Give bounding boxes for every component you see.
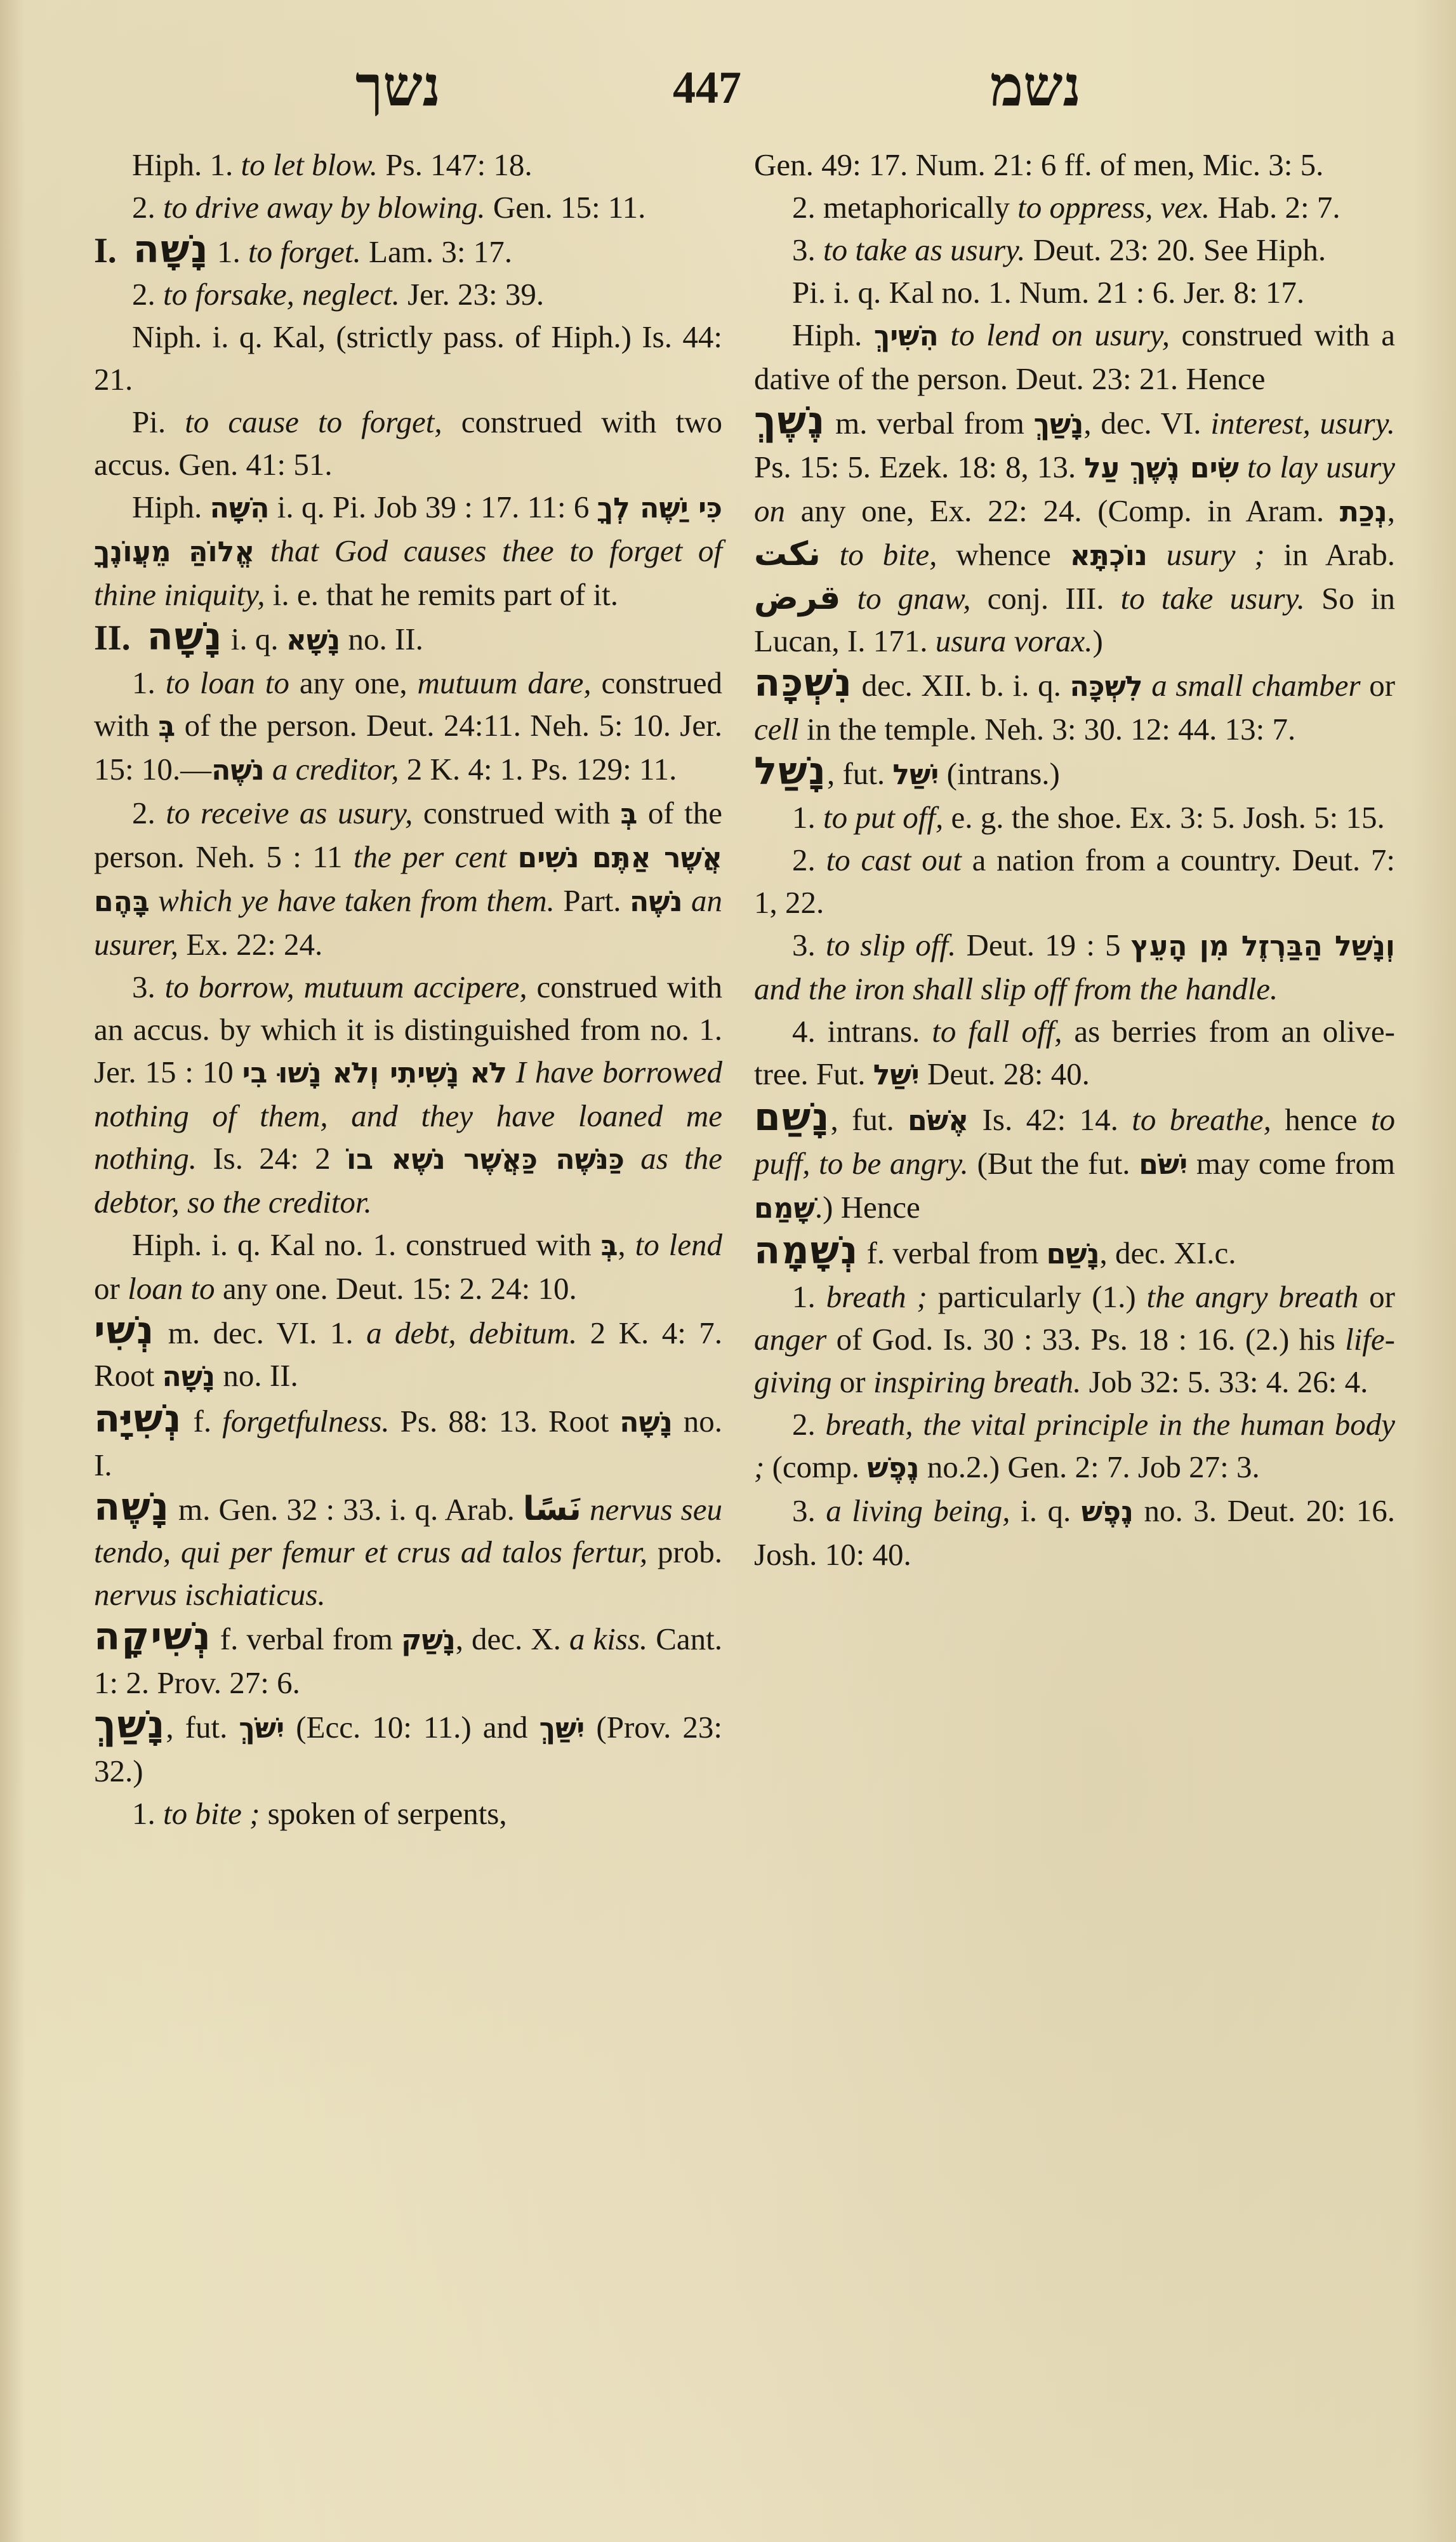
- entry-paragraph: [94, 273, 722, 316]
- italic-gloss: interest, usury.: [1210, 406, 1395, 441]
- text-run: , dec. VI.: [1083, 406, 1211, 441]
- hebrew-word: כִּי יַשֶּׁה לְךָ אֱלוֹהַּ מֵעֲוֹנֶךָ: [94, 492, 723, 568]
- italic-gloss: to lend on usury,: [950, 317, 1170, 352]
- text-run: Ps. 147: 18.: [378, 147, 533, 182]
- entry-paragraph: [754, 1010, 1395, 1096]
- entry-paragraph: [94, 792, 722, 966]
- hebrew-word: נָשַׁךְ: [1033, 408, 1084, 441]
- entry-paragraph: [94, 143, 722, 186]
- italic-gloss: to take as usury.: [823, 232, 1026, 267]
- lexicon-entry: [94, 1398, 722, 1486]
- italic-gloss: to gnaw,: [857, 581, 971, 616]
- text-run: , fut.: [166, 1710, 239, 1745]
- lexicon-entry: [94, 616, 722, 662]
- text-run: spoken of serpents,: [260, 1796, 507, 1831]
- lexicon-entry: [94, 1486, 722, 1616]
- entry-paragraph: [754, 1489, 1395, 1576]
- italic-gloss: to slip off.: [825, 928, 956, 962]
- text-run: Hiph. i. q. Kal no. 1. construed with: [132, 1227, 601, 1262]
- hebrew-word: יִשַּׁל: [873, 1059, 920, 1091]
- entry-paragraph: [754, 796, 1395, 839]
- homonym-number: I.: [94, 231, 117, 270]
- text-run: particularly (1.): [927, 1279, 1147, 1314]
- hebrew-word: לִשְׁכָּה: [1069, 670, 1143, 703]
- arabic-word: نكت: [754, 535, 821, 573]
- text-run: Ps. 88: 13. Root: [389, 1404, 620, 1439]
- italic-gloss: to cause to forget,: [185, 404, 442, 439]
- italic-gloss: to bite,: [839, 537, 937, 572]
- italic-gloss: nervus ischiaticus.: [94, 1577, 326, 1612]
- hebrew-word: בְּ: [158, 710, 176, 743]
- text-run: [821, 537, 840, 572]
- entry-paragraph: [754, 1275, 1395, 1403]
- entry-paragraph: [754, 186, 1395, 229]
- entry-paragraph: [754, 271, 1395, 314]
- headword: נָשַׁךְ: [94, 1703, 166, 1747]
- text-run: , fut.: [830, 1102, 908, 1137]
- hebrew-word: נוֹכְתָּא: [1069, 540, 1148, 572]
- lexicon-entry: [754, 750, 1395, 796]
- text-run: no. II.: [340, 622, 423, 656]
- text-run: 2.: [132, 277, 163, 312]
- text-run: Hab. 2: 7.: [1210, 190, 1340, 225]
- text-run: (Ecc. 10: 11.) and: [284, 1710, 539, 1745]
- text-run: , dec. XI.c.: [1099, 1235, 1236, 1270]
- hebrew-word: אֲשֶׁר אַתֶּם נֹשִׁים בָּהֶם: [94, 842, 722, 918]
- text-run: of the person. Deut. 24:11. Neh. 5: 10. Jer. 15: 10.—: [94, 708, 722, 787]
- italic-gloss: to cast out: [826, 842, 962, 877]
- text-run: Jer. 23: 39.: [399, 277, 545, 312]
- text-run: Deut. 28: 40.: [919, 1056, 1090, 1091]
- left-column: [94, 143, 722, 1835]
- text-run: Is. 42: 14.: [969, 1102, 1132, 1137]
- hebrew-word: אֶשֹּׁם: [908, 1105, 969, 1137]
- italic-gloss: to put off,: [823, 800, 944, 835]
- text-run: i. e. that he remits part of it.: [265, 577, 619, 612]
- italic-gloss: the angry breath: [1146, 1279, 1359, 1314]
- text-run: any one, Ex. 22: 24. (Comp. in Aram.: [785, 493, 1340, 528]
- headword: נָשַׁל: [754, 749, 827, 794]
- hebrew-word: יִשַּׁךְ: [539, 1712, 585, 1745]
- text-run: of God. Is. 30 : 33. Ps. 18 : 16. (2.) his: [826, 1322, 1346, 1357]
- entry-paragraph: [754, 143, 1395, 186]
- text-run: 3.: [792, 928, 826, 962]
- italic-gloss: a small chamber: [1151, 668, 1361, 703]
- text-run: .) Hence: [814, 1190, 920, 1225]
- text-run: or: [1358, 1279, 1395, 1314]
- italic-gloss: to bite ;: [163, 1796, 260, 1831]
- text-run: Cant. 1: 2. Prov. 27: 6.: [94, 1621, 723, 1700]
- text-run: 1.: [209, 234, 248, 269]
- italic-gloss: to drive away by blowing.: [163, 190, 486, 225]
- text-run: prob.: [647, 1534, 722, 1569]
- text-run: a nation from a country. Deut. 7: 1, 22.: [754, 842, 1395, 920]
- hebrew-word: נָשַׁק: [401, 1624, 456, 1656]
- entry-paragraph: [94, 662, 722, 792]
- page-number: 447: [673, 62, 741, 113]
- entry-paragraph: [754, 839, 1395, 924]
- right-column: [754, 143, 1395, 1576]
- italic-gloss: to forsake, neglect.: [163, 277, 400, 312]
- italic-gloss: to lay usury on: [754, 449, 1395, 528]
- hebrew-word: נָשָׁא: [286, 624, 341, 656]
- text-run: Lam. 3: 17.: [361, 234, 512, 269]
- text-run: no. II.: [215, 1358, 298, 1393]
- text-run: 4. intrans.: [792, 1014, 932, 1049]
- italic-gloss: to puff, to be angry.: [754, 1102, 1395, 1181]
- text-run: ): [1092, 623, 1103, 658]
- text-run: [1143, 668, 1152, 703]
- header-catchword-right: נשמ: [990, 57, 1082, 118]
- italic-gloss: mutuum dare,: [417, 665, 592, 700]
- entry-paragraph: [754, 1403, 1395, 1489]
- lexicon-entry: [94, 1616, 722, 1704]
- text-run: f.: [182, 1404, 223, 1439]
- hebrew-word: נָשָׁה: [162, 1361, 216, 1393]
- headword: נְשִׁיקָה: [94, 1614, 212, 1659]
- text-run: in the temple. Neh. 3: 30. 12: 44. 13: 7.: [798, 712, 1296, 747]
- entry-paragraph: [754, 229, 1395, 271]
- text-run: (Prov. 23: 32.): [94, 1710, 722, 1788]
- hebrew-word: הִשָּׁה: [209, 492, 270, 524]
- text-run: 2.: [792, 842, 826, 877]
- hebrew-word: יִשֹּׁךְ: [239, 1712, 285, 1745]
- hebrew-word: שָׁמַם: [754, 1192, 815, 1225]
- entry-paragraph: [94, 186, 722, 229]
- text-run: [265, 752, 272, 787]
- text-run: no. 3. Deut. 20: 16. Josh. 10: 40.: [754, 1493, 1395, 1572]
- text-run: f. verbal from: [859, 1235, 1047, 1270]
- text-run: no. I.: [94, 1404, 723, 1482]
- text-run: 1.: [132, 665, 166, 700]
- text-run: 3.: [792, 1493, 826, 1528]
- italic-gloss: to forget.: [248, 234, 361, 269]
- hebrew-word: יִשֹּׁם: [1139, 1148, 1188, 1181]
- italic-gloss: breath ;: [826, 1279, 927, 1314]
- italic-gloss: to lend: [635, 1227, 722, 1262]
- text-run: as berries from an olive-tree. Fut.: [754, 1014, 1395, 1091]
- homonym-number: II.: [94, 618, 131, 658]
- text-run: , fut.: [826, 756, 893, 791]
- text-run: (comp.: [764, 1449, 868, 1484]
- entry-paragraph: [94, 1223, 722, 1310]
- italic-gloss: nervus seu tendo, qui per femur et crus ad talos fertur,: [94, 1492, 722, 1569]
- headword: נִשְׁכָּה: [754, 661, 853, 705]
- text-run: Ps. 15: 5. Ezek. 18: 8, 13.: [754, 449, 1085, 484]
- hebrew-word: נֹשֶׁה: [630, 886, 683, 918]
- text-run: or: [831, 1364, 873, 1399]
- text-run: construed with a dative of the person. Deut. 23: 21. Hence: [754, 317, 1395, 396]
- italic-gloss: I have borrowed nothing of them, and they have loaned me nothing.: [94, 1055, 722, 1176]
- hebrew-word: שִׂים נֶשֶׁךְ עַל: [1084, 452, 1239, 484]
- italic-gloss: life-giving: [754, 1322, 1395, 1399]
- hebrew-word: יִשַּׁל: [892, 759, 939, 791]
- entry-paragraph: [94, 486, 722, 616]
- text-run: [840, 581, 857, 616]
- text-run: whence: [937, 537, 1070, 572]
- text-run: , dec. X.: [455, 1621, 569, 1656]
- text-run: hence: [1271, 1102, 1371, 1137]
- arabic-word: قرض: [754, 579, 841, 617]
- italic-gloss: an usurer,: [94, 883, 722, 962]
- header-catchword-left: נשך: [355, 57, 441, 118]
- italic-gloss: usura vorax.: [935, 623, 1093, 658]
- arabic-word: نَسًا: [522, 1490, 581, 1528]
- text-run: ,: [618, 1227, 635, 1262]
- text-run: Hiph.: [792, 317, 874, 352]
- text-run: Gen. 15: 11.: [485, 190, 646, 225]
- text-run: 2 K. 4: 1. Ps. 129: 11.: [399, 752, 677, 787]
- hebrew-word: בְּ: [620, 798, 638, 830]
- italic-gloss: cell: [754, 712, 799, 747]
- text-run: or: [94, 1271, 128, 1306]
- italic-gloss: as the debtor, so the creditor.: [94, 1141, 723, 1220]
- entry-paragraph: [94, 966, 722, 1223]
- text-run: Deut. 19 : 5: [956, 928, 1131, 962]
- text-run: construed with two accus. Gen. 41: 51.: [94, 404, 722, 482]
- headword: נְשִׁיָּה: [94, 1397, 183, 1441]
- text-run: Hiph. 1.: [132, 147, 241, 182]
- hebrew-word: נֶפֶשׁ: [867, 1452, 920, 1484]
- text-run: construed with an accus. by which it is distinguished from no. 1. Jer. 15 : 10: [94, 969, 722, 1089]
- hebrew-word: נֶפֶשׁ: [1081, 1496, 1134, 1528]
- headword: נָשָׁה: [147, 615, 223, 659]
- italic-gloss: which ye have taken from them.: [149, 883, 555, 918]
- lexicon-entry: [94, 1310, 722, 1398]
- text-run: 1.: [132, 1796, 163, 1831]
- italic-gloss: to fall off,: [932, 1014, 1062, 1049]
- text-run: [939, 317, 951, 352]
- lexicon-entry: [754, 1096, 1395, 1230]
- text-run: [1239, 449, 1247, 484]
- italic-gloss: breath, the vital principle in the human body ;: [754, 1407, 1396, 1484]
- italic-gloss: that God causes thee to forget of thine iniquity,: [94, 533, 722, 612]
- headword: נֶשֶׁךְ: [754, 399, 826, 443]
- text-run: any one. Deut. 15: 2. 24: 10.: [215, 1271, 577, 1306]
- italic-gloss: loan to: [128, 1271, 215, 1306]
- text-run: 2 K. 4: 7. Root: [94, 1315, 723, 1393]
- text-run: 2. metaphorically: [792, 190, 1018, 225]
- text-run: 3.: [132, 969, 165, 1004]
- hebrew-word: נְכַת: [1339, 496, 1387, 528]
- lexicon-entry: [754, 1230, 1395, 1275]
- text-run: m. verbal from: [826, 406, 1034, 441]
- text-run: [506, 839, 517, 874]
- italic-gloss: inspiring breath.: [873, 1364, 1082, 1399]
- hebrew-word: בְּ: [600, 1230, 618, 1262]
- italic-gloss: to borrow, mutuum accipere,: [164, 969, 527, 1004]
- text-run: any one,: [289, 665, 418, 700]
- italic-gloss: a living being,: [826, 1493, 1010, 1528]
- text-run: (intrans.): [939, 756, 1060, 791]
- text-run: Part.: [554, 883, 630, 918]
- italic-gloss: a debt, debitum.: [366, 1315, 578, 1350]
- text-run: dec. XII. b. i. q.: [852, 668, 1070, 703]
- hebrew-word: נָשָׁה: [619, 1406, 673, 1439]
- italic-gloss: to breathe,: [1132, 1102, 1271, 1137]
- running-header: [0, 50, 1456, 126]
- text-run: Deut. 23: 20. See Hiph.: [1025, 232, 1327, 267]
- italic-gloss: to let blow.: [241, 147, 378, 182]
- text-run: Gen. 49: 17. Num. 21: 6 ff. of men, Mic. 3: 5.: [754, 147, 1324, 182]
- entry-paragraph: [94, 1792, 722, 1835]
- italic-gloss: a creditor,: [272, 752, 399, 787]
- lexicon-entry: [94, 229, 722, 273]
- italic-gloss: to loan to: [165, 665, 289, 700]
- entry-paragraph: [94, 316, 722, 401]
- text-run: or: [1360, 668, 1396, 703]
- text-run: m. dec. VI. 1.: [155, 1315, 367, 1350]
- hebrew-word: וְנָשַׁל הַבַּרְזֶל מִן הָעֵץ: [1130, 930, 1395, 962]
- hebrew-word: כַּנֹּשֶׁה כַּאֲשֶׁר נֹשֶׁא בוֹ: [347, 1143, 625, 1176]
- headword: נָשֶׁה: [94, 1485, 170, 1529]
- headword: נָשַׁם: [754, 1095, 831, 1140]
- text-run: e. g. the shoe. Ex. 3: 5. Josh. 5: 15.: [943, 800, 1385, 835]
- italic-gloss: to oppress, vex.: [1017, 190, 1210, 225]
- text-run: construed with: [94, 665, 723, 743]
- italic-gloss: to take usury.: [1120, 581, 1305, 616]
- text-run: Job 32: 5. 33: 4. 26: 4.: [1081, 1364, 1368, 1399]
- headword: נְשָׁמָה: [754, 1228, 859, 1273]
- headword: נָשָׁה: [133, 227, 209, 272]
- text-run: Pi.: [132, 404, 185, 439]
- text-run: [1148, 537, 1167, 572]
- italic-gloss: forgetfulness.: [222, 1404, 390, 1439]
- entry-paragraph: [754, 314, 1395, 400]
- italic-gloss: usury ;: [1166, 537, 1265, 572]
- text-run: Pi. i. q. Kal no. 1. Num. 21 : 6. Jer. 8: 17.: [792, 275, 1305, 310]
- text-run: i. q.: [1010, 1493, 1082, 1528]
- text-run: in Arab.: [1264, 537, 1396, 572]
- entry-paragraph: [754, 924, 1395, 1010]
- text-run: 3.: [792, 232, 823, 267]
- text-run: Niph. i. q. Kal, (strictly pass. of Hiph.) Is. 44: 21.: [94, 319, 722, 397]
- text-run: 1.: [792, 1279, 826, 1314]
- text-run: construed with: [413, 795, 621, 830]
- text-run: 1.: [792, 800, 823, 835]
- lexicon-entry: [754, 400, 1395, 662]
- hebrew-word: נֹשֶׁה: [211, 754, 265, 787]
- lexicon-entry: [754, 662, 1395, 750]
- text-run: Is. 24: 2: [196, 1141, 347, 1176]
- entry-paragraph: [94, 401, 722, 486]
- text-run: no.2.) Gen. 2: 7. Job 27: 3.: [919, 1449, 1260, 1484]
- italic-gloss: anger: [754, 1322, 827, 1357]
- text-run: 2.: [132, 795, 166, 830]
- headword: נְשִׁי: [94, 1308, 156, 1353]
- text-run: of the person. Neh. 5 : 11: [94, 795, 722, 874]
- text-run: f. verbal from: [211, 1621, 402, 1656]
- text-run: [683, 883, 691, 918]
- italic-gloss: to receive as usury,: [166, 795, 413, 830]
- hebrew-word: הִשִּׁיךְ: [873, 320, 939, 352]
- lexicon-entry: [94, 1704, 722, 1792]
- hebrew-word: לֹא נָשִׁיתִי וְלֹא נָשׁוּ בִי: [242, 1057, 507, 1089]
- italic-gloss: the per cent: [353, 839, 507, 874]
- italic-gloss: a kiss.: [569, 1621, 648, 1656]
- text-run: m. Gen. 32 : 33. i. q. Arab.: [169, 1492, 523, 1527]
- text-run: 2.: [132, 190, 163, 225]
- hebrew-word: נָשַׁם: [1046, 1238, 1100, 1270]
- text-run: i. q. Pi. Job 39 : 17. 11: 6: [269, 489, 597, 524]
- italic-gloss: and the iron shall slip off from the handle.: [754, 971, 1278, 1006]
- text-run: conj. III.: [970, 581, 1121, 616]
- text-run: i. q.: [223, 622, 286, 656]
- text-run: Ex. 22: 24.: [178, 927, 323, 962]
- text-run: So in Lucan, I. 171.: [754, 581, 1395, 658]
- text-run: (But the fut.: [968, 1146, 1139, 1181]
- text-run: Hiph.: [132, 489, 210, 524]
- text-run: ,: [1387, 493, 1395, 528]
- text-run: may come from: [1188, 1146, 1395, 1181]
- text-run: 2.: [792, 1407, 826, 1442]
